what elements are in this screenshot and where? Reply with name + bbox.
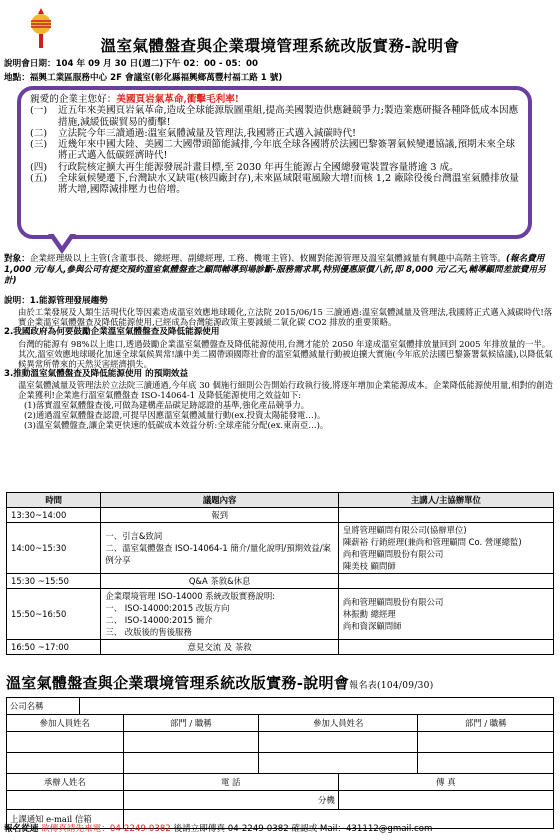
form-title	[6, 672, 556, 693]
agenda-time: 13:30~14:00	[7, 508, 101, 523]
form-row	[7, 774, 554, 791]
bubble-item-text: 全球氣候變遷下,台灣缺水又缺電(核四廠封存),未來區域限電風險大增!而核 1,2 廠除役後台灣溫室氣體排放量將大增,國際減排壓力也倍增。	[58, 173, 519, 196]
place-label: 地點：	[4, 73, 30, 83]
agenda-row	[7, 640, 554, 655]
agenda-row	[7, 574, 554, 589]
description-paragraph-1: 由於工業發展及人類生活現代化等因素造成溫室效應地球暖化,立法院 2015/06/15 三讀通過:溫室氣體減量及管理法,我國將正式邁入減碳時代!落實企業溫室氣體盤查及降低能源使用,已經成為台灣能源政策主要減緩二氧化碳 CO2 排放的重要策略。	[18, 307, 553, 328]
agenda-topic-line: 一、 ISO-14000:2015 改版方向	[105, 603, 230, 613]
bubble-item-number: (四)	[30, 161, 48, 173]
bubble-item-text: 立法院今年三讀通過:溫室氣體減量及管理法,我國將正式邁入減碳時代!	[58, 127, 356, 139]
greeting-highlight: 美國頁岩氣革命,衝擊毛利率!	[116, 94, 240, 105]
agenda-time: 15:30 ~15:50	[7, 574, 101, 589]
agenda-header-time: 時間	[7, 493, 101, 508]
form-row	[7, 753, 554, 774]
agenda-speaker	[338, 523, 553, 574]
description-heading-2: 2.我國政府為何要鼓勵企業溫室氣體盤查及降低能源使用	[4, 327, 220, 338]
attendee-name-field[interactable]	[259, 753, 418, 774]
attendee-name-header: 參加人員姓名	[259, 715, 418, 732]
footer-contact: 後請立即傳真 04-2249-0382 確認或 Mail：431112@gmail.com	[170, 824, 433, 834]
agenda-table	[6, 492, 554, 655]
dept-field[interactable]	[418, 732, 554, 753]
bubble-content	[30, 94, 520, 196]
form-subtitle: 報名表(104/09/30)	[349, 681, 434, 691]
contact-name-header: 承辦人姓名	[7, 774, 124, 791]
page-title: 溫室氣體盤查與企業環境管理系統改版實務-說明會	[100, 36, 460, 55]
agenda-speaker-line: 陳薪裕 行銷經理(兼尚和管理顧問 Co. 營運總監)	[342, 537, 522, 547]
description-label: 說明：	[4, 296, 30, 306]
event-date	[4, 57, 258, 69]
date-value: 104 年 09 月 30 日(週二)下午 02：00 - 05：00	[55, 59, 258, 69]
dept-field[interactable]	[123, 753, 258, 774]
agenda-topic: Q&A 茶敘&休息	[101, 574, 338, 589]
form-row	[7, 715, 554, 732]
agenda-header-row	[7, 493, 554, 508]
agenda-topic	[101, 523, 338, 574]
agenda-speaker	[338, 640, 553, 655]
dept-header: 部門 / 職稱	[418, 715, 554, 732]
bubble-item-number: (三)	[30, 139, 48, 151]
company-label: 公司名稱	[7, 698, 80, 715]
ext-label: 分機	[318, 795, 335, 805]
phone-field[interactable]	[123, 791, 338, 810]
agenda-time: 14:00~15:30	[7, 523, 101, 574]
form-title-text: 溫室氣體盤查與企業環境管理系統改版實務-說明會	[6, 674, 350, 692]
attendee-name-field[interactable]	[7, 753, 124, 774]
fax-field[interactable]	[338, 791, 553, 810]
agenda-row	[7, 589, 554, 640]
agenda-topic-line: 一、引言&致詞	[105, 531, 163, 541]
date-label: 說明會日期：	[4, 59, 56, 69]
agenda-speaker	[338, 508, 553, 523]
agenda-time: 16:50 ~17:00	[7, 640, 101, 655]
agenda-speaker-line: 尚和管理顧問股份有限公司	[342, 549, 444, 559]
bubble-item-text: 行政院核定擴大再生能源發展計畫目標,至 2030 年再生能源占全國總發電裝置容量將逾 3 成。	[58, 161, 459, 173]
company-field[interactable]	[80, 698, 554, 715]
event-place	[4, 71, 282, 83]
bubble-item	[30, 128, 520, 139]
benefit-item: (1)落實溫室氣體盤查後,可做為建構產品碳足跡認證的基準,強化產品競爭力。	[24, 400, 310, 411]
description-heading-1: 1.能源管理發展趨勢	[29, 296, 108, 306]
bubble-item	[30, 139, 520, 162]
agenda-topic	[101, 589, 338, 640]
agenda-speaker	[338, 589, 553, 640]
description-heading-3: 3.推動溫室氣體盤查及降低能源使用 的預期效益	[4, 368, 189, 379]
contact-name-field[interactable]	[7, 791, 124, 810]
attendee-name-header: 參加人員姓名	[7, 715, 124, 732]
agenda-topic: 意見交流 及 茶敘	[101, 640, 338, 655]
agenda-topic-line: 二、溫室氣體盤查 ISO-14064-1 簡介/量化說明/預期效益/案例分享	[105, 543, 331, 565]
agenda-speaker-line: 尚和資深顧問師	[342, 621, 402, 631]
agenda-speaker	[338, 574, 553, 589]
description-paragraph-2: 台灣的能源有 98%以上進口,透過鼓勵企業溫室氣體盤查及降低能源使用,台灣才能於 2050 年達成溫室氣體排放量回到 2005 年排放量的一半。其次,溫室效應地球暖化加速全球氣候異常!讓中美二國帶頭國際社會的溫室氣體減量行動被迫擴大實施(今年底於法國巴黎簽署氣候協議),以降低氣候異常所帶來的天然災害經濟損失。	[18, 338, 553, 369]
attendee-name-field[interactable]	[7, 732, 124, 753]
dept-field[interactable]	[123, 732, 258, 753]
bubble-item	[30, 162, 520, 173]
agenda-topic-line: 企業環境管理 ISO-14000 系統改版實務說明:	[105, 591, 276, 601]
agenda-topic-line: 三、 改版後的售後服務	[105, 627, 192, 637]
attendee-name-field[interactable]	[259, 732, 418, 753]
greeting-text: 親愛的企業主您好：	[30, 94, 117, 105]
greeting	[30, 94, 520, 105]
footer-prefix: 報名從速	[4, 824, 39, 834]
phone-header: 電 話	[123, 774, 338, 791]
fee-note: (報名費用 1,000 元/每人,參與公司有提交預約溫室氣體盤查之顧問輔導到場診斷-服務需求單,特別優惠原價八折,即 8,000 元/乙天,輔導顧問差旅費用另計)	[4, 254, 546, 287]
audience-label: 對象：	[4, 254, 30, 264]
agenda-topic-line: 二、 ISO-14000:2015 簡介	[105, 615, 213, 625]
dept-field[interactable]	[418, 753, 554, 774]
agenda-speaker-line: 林振勳 總經理	[342, 609, 396, 619]
fax-header: 傳 真	[338, 774, 553, 791]
bubble-item-number: (一)	[30, 105, 48, 117]
agenda-speaker-line: 尚和管理顧問股份有限公司	[342, 597, 444, 607]
audience-text: 企業經理級以上主管(含董事長、總經理、副總經理, 工務、機電主管)、攸關對能源管理及溫室氣體減量有興趣中高階主管等。	[29, 254, 507, 264]
agenda-header-speaker: 主講人/主協辦單位	[338, 493, 553, 508]
description-paragraph-3: 溫室氣體減量及管理法於立法院三讀通過,今年底 30 個施行細則公告開始行政執行後,將逐年增加企業能源成本。企業降低能源使用量,相對的創造企業獲利!企業進行溫室氣體盤查 ISO-14064-1 及降低能源使用之效益如下:	[18, 380, 553, 401]
email-label: 上課通知 e-mail 信箱	[7, 810, 124, 829]
place-value: 福興工業區服務中心 2F 會議室(彰化縣福興鄉萬豐村福工路 1 號)	[29, 73, 283, 83]
bubble-item	[30, 105, 520, 128]
agenda-row	[7, 523, 554, 574]
form-row	[7, 732, 554, 753]
benefit-item: (3)溫室氣體盤查,讓企業更快速的低碳成本效益分析:全球產能分配(ex.東南亞…)。	[24, 420, 329, 431]
form-row	[7, 698, 554, 715]
bubble-item-text: 近五年來美國頁岩氣革命,造成全球能源版圖重組,提高美國製造供應鏈競爭力;製造業應研擬各種降低成本因應措施,減緩低碳貿易的衝擊!	[58, 105, 519, 128]
speech-bubble-tail-inner	[53, 233, 71, 246]
dept-header: 部門 / 職稱	[123, 715, 258, 732]
agenda-speaker-line: 陳美枝 顧問師	[342, 561, 396, 571]
audience-section	[4, 254, 556, 288]
bubble-item	[30, 173, 520, 196]
footer-call-note: 欲傳真請先來電：04-2249-0382	[41, 824, 171, 834]
description-section	[4, 296, 556, 431]
agenda-row	[7, 508, 554, 523]
footer	[4, 822, 432, 834]
benefit-item: (2)通過溫室氣體盤查認證,可提早因應溫室氣體減量行動(ex.投資太陽能發電…)。	[24, 410, 326, 421]
bubble-item-number: (二)	[30, 127, 48, 139]
agenda-time: 15:50~16:50	[7, 589, 101, 640]
registration-form	[6, 697, 554, 829]
agenda-header-topic: 議題內容	[101, 493, 338, 508]
form-row	[7, 791, 554, 810]
bubble-item-text: 近幾年來中國大陸、美國二大國帶頭節能減排,今年底全球各國將於法國巴黎簽署氣候變遷協議,預期未來全球將正式邁入低碳經濟時代!	[58, 139, 516, 162]
bubble-item-number: (五)	[30, 173, 48, 185]
agenda-topic: 報到	[101, 508, 338, 523]
agenda-speaker-line: 皇將管理顧問有限公司(協辦單位)	[342, 525, 467, 535]
